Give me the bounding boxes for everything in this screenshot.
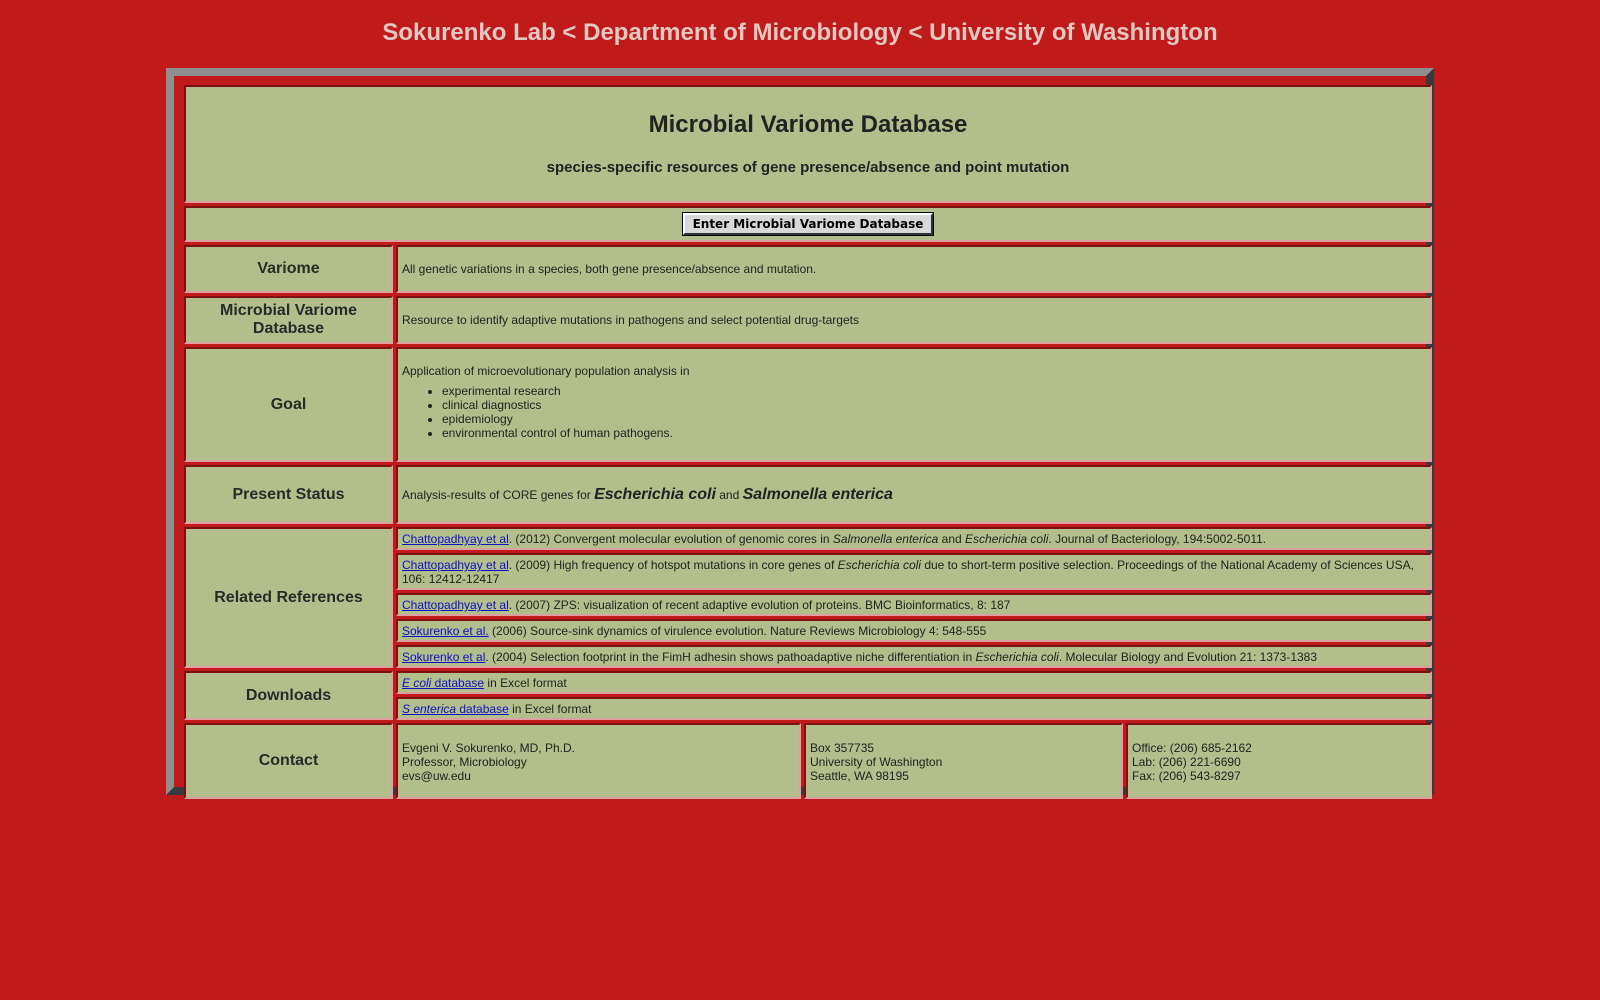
label-contact: Contact [184,723,393,799]
contact-address [804,723,1123,799]
enter-database-button[interactable]: Enter Microbial Variome Database [683,213,934,235]
download-item [396,697,1432,720]
label-mvd: Microbial Variome Database [184,296,393,344]
download-suffix: in Excel format [484,676,567,690]
contact-city: Seattle, WA 98195 [810,769,909,783]
goal-item: • environmental control of human pathogens. [442,426,1426,440]
contact-email: evs@uw.edu [402,769,471,783]
goal-intro: Application of microevolutionary population analysis in [402,364,690,378]
status-prefix: Analysis-results of CORE genes for [402,487,595,502]
contact-person [396,723,801,799]
ref-text: . (2012) Convergent molecular evolution of genomic cores in [508,532,833,546]
ref-species: Escherichia coli [837,558,921,572]
reference-item [396,593,1432,616]
goal-list [402,384,1426,440]
main-table [166,68,1434,795]
reference-item [396,527,1432,550]
status-species-senterica: Salmonella enterica [742,485,893,503]
reference-link[interactable]: Chattopadhyay et al [402,532,509,546]
ref-species: Salmonella enterica [832,532,939,546]
reference-link[interactable]: Chattopadhyay et al [402,558,509,572]
contact-box: Box 357735 [810,741,875,755]
goal-item: • epidemiology [442,412,1426,426]
page-title: Microbial Variome Database [648,111,968,138]
ref-text: . (2004) Selection footprint in the FimH adhesin shows pathoadaptive niche differentiation in [485,650,976,664]
label-status: Present Status [184,465,393,524]
site-title: Sokurenko Lab < Department of Microbiology < University of Washington [382,19,1218,46]
reference-link[interactable]: Chattopadhyay et al [402,598,509,612]
reference-item [396,645,1432,668]
contact-name: Evgeni V. Sokurenko, MD, Ph.D. [402,741,575,755]
reference-link[interactable]: Sokurenko et al [402,650,486,664]
label-downloads: Downloads [184,671,393,720]
download-link-text: database [456,702,509,716]
download-senterica-link[interactable] [402,702,509,716]
status-and: and [715,487,743,502]
download-item [396,671,1432,694]
contact-lab-phone: Lab: (206) 221-6690 [1132,755,1241,769]
banner [184,85,1432,203]
ref-species: Escherichia coli [965,532,1049,546]
contact-fax: Fax: (206) 543-8297 [1132,769,1241,783]
status-species-ecoli: Escherichia coli [594,485,716,503]
label-goal: Goal [184,347,393,462]
reference-item [396,553,1432,590]
variome-text: All genetic variations in a species, both gene presence/absence and mutation. [396,245,1432,293]
download-ecoli-link[interactable] [402,676,484,690]
download-link-text: database [431,676,485,690]
ref-text: (2006) Source-sink dynamics of virulence evolution. Nature Reviews Microbiology 4: 548-555 [488,624,987,638]
status-content [396,465,1432,524]
ref-text: . Molecular Biology and Evolution 21: 1373-1383 [1058,650,1318,664]
contact-office-phone: Office: (206) 685-2162 [1132,741,1252,755]
goal-item: • clinical diagnostics [442,398,1426,412]
page-subtitle: species-specific resources of gene presence/absence and point mutation [546,159,1070,176]
ref-text: and [938,532,966,546]
download-suffix: in Excel format [508,702,592,716]
contact-university: University of Washington [810,755,943,769]
download-species: S enterica [402,702,457,716]
reference-link[interactable]: Sokurenko et al. [402,624,489,638]
label-references: Related References [184,527,393,668]
ref-text: due to short-term positive selection. Proceedings of the National Academy of Sciences USA, 106: 12412-12417 [402,558,1414,586]
ref-text: . Journal of Bacteriology, 194:5002-5011. [1048,532,1267,546]
label-variome: Variome [184,245,393,293]
ref-text: . (2009) High frequency of hotspot mutations in core genes of [508,558,838,572]
goal-content [396,347,1432,462]
ref-species: Escherichia coli [975,650,1059,664]
goal-item: • experimental research [442,384,1426,398]
reference-item [396,619,1432,642]
enter-row [184,206,1432,242]
download-species: E coli [402,676,432,690]
mvd-text: Resource to identify adaptive mutations in pathogens and select potential drug-targets [396,296,1432,344]
ref-text: . (2007) ZPS: visualization of recent adaptive evolution of proteins. BMC Bioinformatics, 8: 187 [508,598,1011,612]
contact-position: Professor, Microbiology [402,755,527,769]
contact-phones [1126,723,1432,799]
